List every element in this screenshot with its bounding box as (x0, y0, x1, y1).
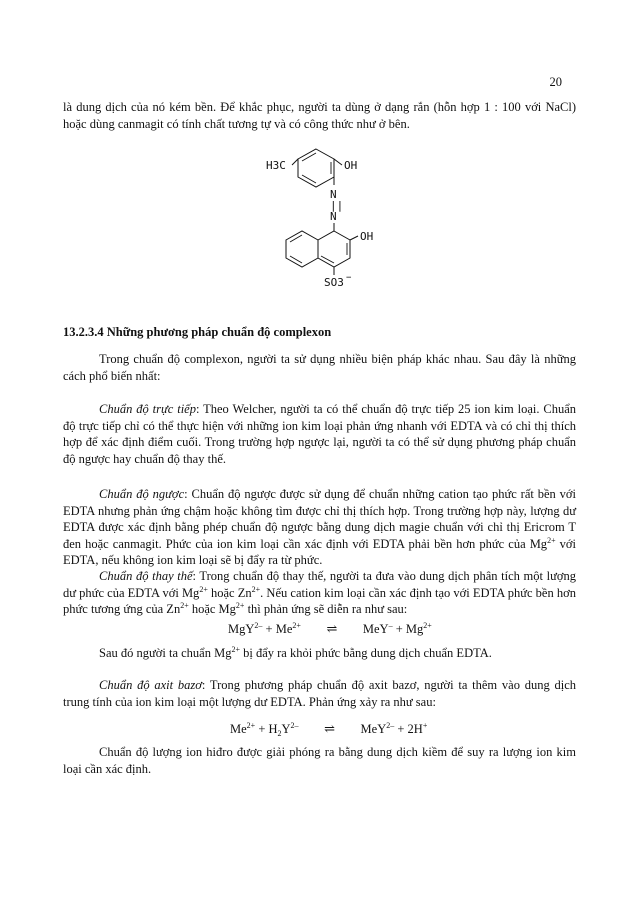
equilibrium-arrow: ⇌ (324, 721, 335, 736)
sulfonate-charge: − (346, 273, 352, 283)
eq-term: MgY (228, 622, 255, 636)
paragraph-text: hoặc Mg (188, 602, 236, 616)
section-heading: 13.2.3.4 Những phương pháp chuẩn độ complexon (63, 325, 332, 339)
azo-n1-label: N (330, 188, 337, 201)
sulfonate-label: SO3 (324, 276, 344, 289)
methyl-label: H3C (266, 159, 286, 172)
azo-double-bond: || (330, 199, 344, 212)
calmagite-structure (258, 143, 388, 291)
eq-term: + H (255, 722, 278, 736)
after-equation-text (99, 646, 492, 661)
superscript: 2+ (231, 645, 240, 654)
superscript: – (388, 621, 393, 630)
hydroxyl-bottom-label: OH (360, 230, 374, 243)
paragraph-text: Sau đó người ta chuẩn Mg (99, 646, 232, 660)
superscript: + (422, 721, 428, 730)
paragraph-intro-methods: Trong chuẩn độ complexon, người ta sử dụng nhiều biện pháp khác nhau. Sau đây là những cách phổ biến nhất: (63, 352, 576, 383)
eq-term: + Mg (392, 622, 424, 636)
superscript: 2+ (180, 601, 189, 610)
superscript: 2– (386, 721, 395, 730)
superscript: 2+ (292, 621, 301, 630)
equation-substitution (228, 621, 432, 637)
superscript: 2– (254, 621, 263, 630)
paragraph-conclusion: Chuẩn độ lượng ion hiđro được giải phóng ra bằng dung dịch kiềm để suy ra lượng ion kim loại cần xác định. (63, 745, 576, 776)
azo-n2-label: N (330, 210, 337, 223)
intro-paragraph: là dung dịch của nó kém bền. Để khắc phục, người ta dùng ở dạng rắn (hỗn hợp 1 : 100 với NaCl) hoặc dùng canmagit có tính chất tương tự và có công thức như ở bên. (63, 100, 576, 131)
paragraph-text: : Theo Welcher, người ta có thể chuẩn độ trực tiếp 25 ion kim loại. Chuẩn độ trực tiếp chỉ có thể thực hiện với những ion kim loại phản ứng nhanh với EDTA và có chỉ thị thích hợp để xác định điểm cuối. Trong trường hợp ngược lại, người ta có thể sử dụng phương pháp chuẩn độ ngược hay chuẩn độ thay thế. (63, 402, 576, 466)
naphthalene-right-ring (318, 231, 350, 267)
paragraph-acid-base-titration (63, 677, 576, 710)
paragraph-text: : Chuẩn độ ngược được sử dụng để chuẩn những cation tạo phức rất bền với EDTA nhưng phản ứng chậm hoặc không tìm được chỉ thị thích hợp. Trong trường hợp này, lượng dư EDTA được xác định bằng phép chuẩn độ ngược bằng dung dịch magie chuẩn với chỉ thị Ericrom T đen hoặc canmagit. Phức của ion kim loại cần xác định với EDTA phải bền hơn phức của Mg (63, 487, 576, 551)
paragraph-text: thì phản ứng sẽ diễn ra như sau: (244, 602, 408, 616)
paragraph-text: . Nếu cation kim loại cần xác định tạo với EDTA phức bền hơn phức tương ứng của Zn (63, 585, 576, 616)
paragraph-back-titration (63, 486, 576, 569)
paragraph-text: : Trong phương pháp chuẩn độ axit bazơ, người ta thêm vào dung dịch trung tính của ion kim loại một lượng dư EDTA. Phản ứng xảy ra như sau: (63, 678, 577, 709)
eq-term: Me (230, 722, 247, 736)
term-acid-base-titration: Chuẩn độ axit bazơ (99, 678, 202, 692)
term-direct-titration: Chuẩn độ trực tiếp (99, 402, 196, 416)
paragraph-text: : Trong chuẩn độ thay thế, người ta đưa vào dung dịch phân tích một lượng dư phức của EDTA với Mg (63, 569, 576, 600)
term-back-titration: Chuẩn độ ngược (99, 487, 185, 501)
eq-term: + 2H (394, 722, 423, 736)
superscript: 2+ (251, 584, 261, 594)
hydroxyl-top-label: OH (344, 159, 358, 172)
subscript: 2 (277, 729, 282, 738)
superscript: 2+ (199, 584, 208, 594)
eq-term: MeY (362, 622, 389, 636)
paragraph-substitution-titration (63, 568, 576, 618)
eq-term: MeY (360, 722, 387, 736)
paragraph-text: bị đẩy ra khỏi phức bằng dung dịch chuẩn EDTA. (239, 646, 492, 660)
equilibrium-arrow: ⇌ (326, 621, 338, 636)
superscript: 2+ (423, 621, 432, 630)
eq-term: Y (281, 722, 291, 736)
paragraph-direct-titration (63, 401, 576, 467)
naphthalene-left-ring (286, 231, 318, 267)
paragraph-text: hoặc Zn (207, 585, 252, 600)
eq-term: + Me (262, 622, 293, 636)
superscript: 2+ (235, 601, 245, 610)
superscript: 2+ (547, 535, 556, 545)
superscript: 2+ (246, 721, 256, 730)
page-number: 20 (549, 75, 562, 89)
term-substitution-titration: Chuẩn độ thay thế (99, 569, 193, 583)
benzene-ring (298, 149, 334, 187)
superscript: 2– (290, 721, 299, 730)
paragraph-text: với EDTA, nếu không ion kim loại sẽ bị đẩy ra từ phức. (63, 536, 576, 567)
equation-acid-base (230, 721, 427, 737)
